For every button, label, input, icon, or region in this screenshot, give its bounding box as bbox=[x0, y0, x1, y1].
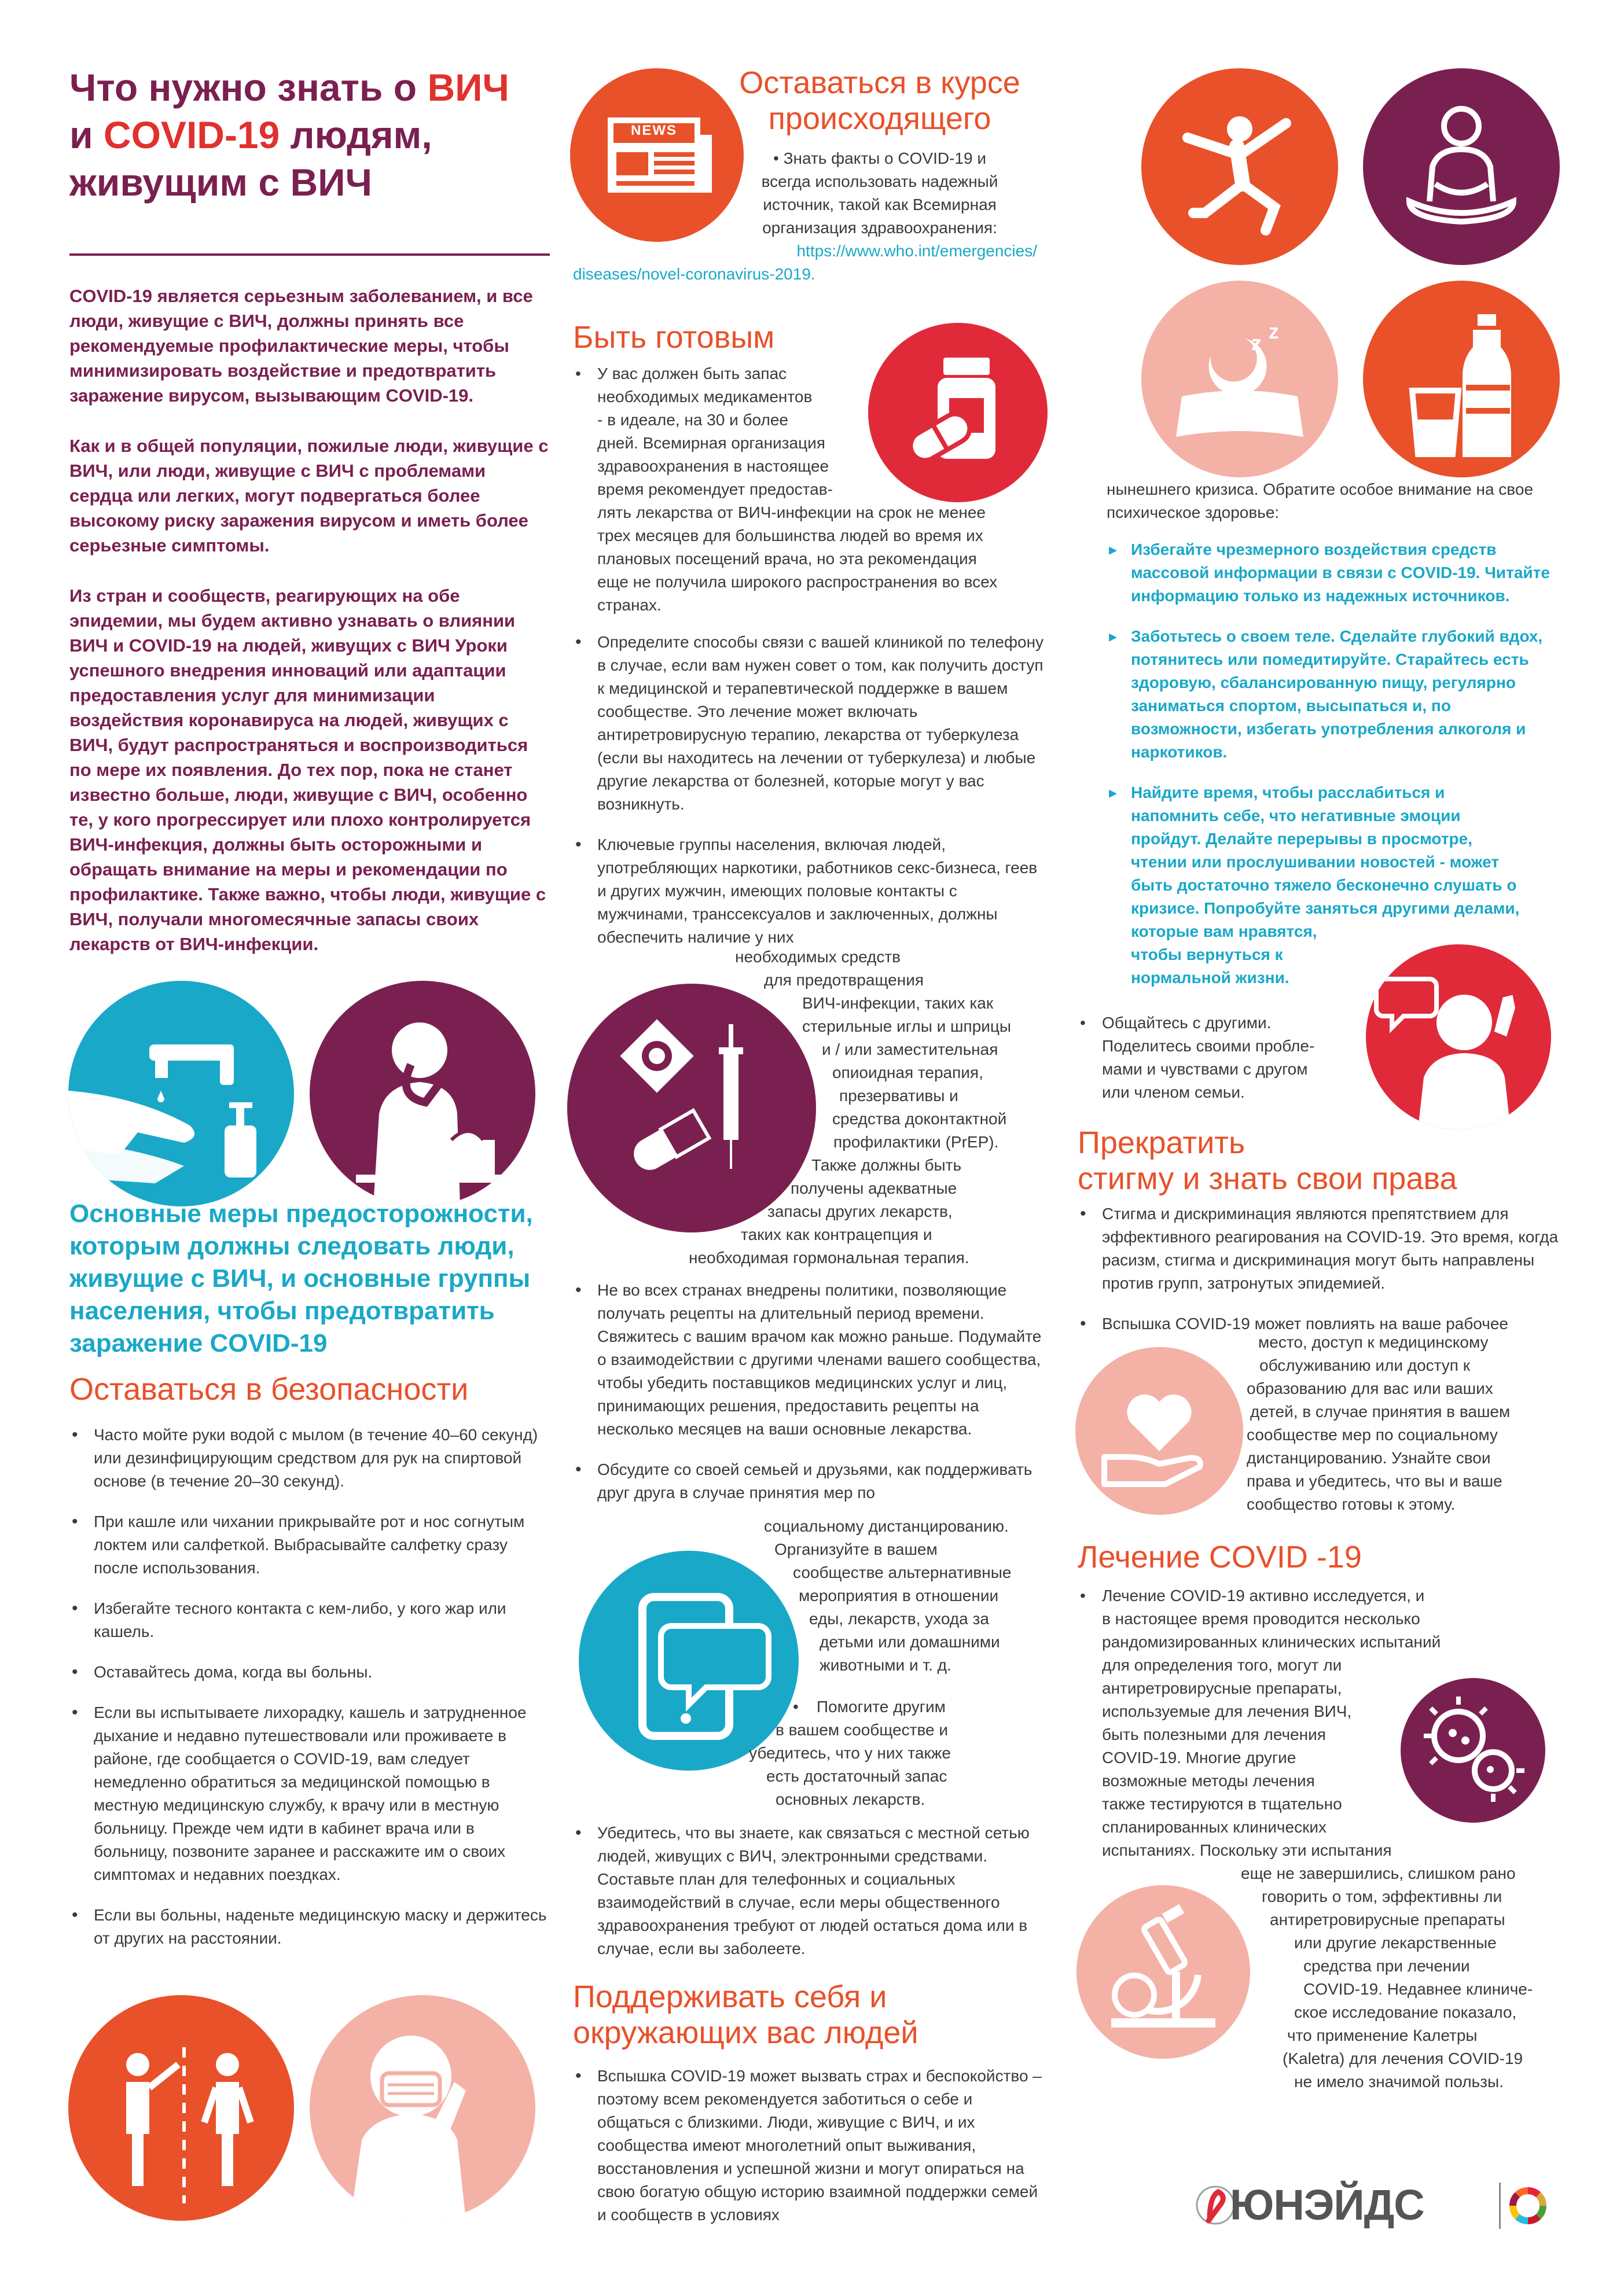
microscope-icon bbox=[1076, 1885, 1250, 2059]
stay-informed-text: • Знать факты о COVID-19 и всегда использовать надежный источник, такой как Всемирная организация здравоохранения: bbox=[761, 149, 998, 237]
be-ready-item-1: • У вас должен быть запас необходимых медикаментов - в идеале, на 30 и более дней. Всемирная организация здравоохранения в настоящее время рекомендует предостав- bbox=[575, 365, 833, 498]
social-distancing-icon bbox=[68, 1995, 294, 2221]
intro-paragraph: COVID-19 является серьезным заболеванием, и все люди, живущие с ВИЧ, должны принять все рекомендуемые профилактические меры, чтобы минимизировать воздействие и предотвратить заражение вирусом, вызывающим COVID-19. bbox=[69, 286, 533, 406]
stay-safe-section bbox=[69, 1371, 550, 1967]
list-item: • Оставайтесь дома, когда вы больны. bbox=[69, 1661, 550, 1684]
support-list bbox=[573, 2065, 1048, 2244]
who-link[interactable]: https://www.who.int/emergencies/ bbox=[796, 242, 1037, 260]
tip-item: ▸ Найдите время, чтобы расслабиться и напомнить себе, что негативные эмоции пройдут. Делайте перерывы в просмотре, чтении или прослушивании новостей - может быть достаточно тяжело бесконечно слушать о кризисе. Попробуйте заняться другими делами, которые вам нравятся, чтобы вернуться к нормальной жизни. bbox=[1107, 781, 1558, 989]
stay-safe-heading: Оставаться в безопасности bbox=[69, 1372, 469, 1407]
intro-paragraph: Из стран и сообществ, реагирующих на обе эпидемии, мы будем активно узнавать о влиянии ВИЧ и COVID-19 на людей, живущих с ВИЧ Уроки успешного внедрения инноваций или адаптации предоставления услуг для минимизации воздействия коронавируса на людей, живущих с ВИЧ, будут распространяться и воспроизводиться по мере их появления. До тех пор, пока не станет известно больше, люди, живущие с ВИЧ, особенно те, у кого прогрессирует или плохо контролируется ВИЧ-инфекция, должны быть осторожными и обращать внимание на меры и рекомендации по профилактике. Также важно, чтобы люди, живущие с ВИЧ, получали многомесячные запасы своих лекарств от ВИЧ-инфекции. bbox=[69, 586, 546, 954]
mental-health-tips bbox=[1107, 538, 1558, 989]
stigma-heading: Прекратить стигму и знать свои права bbox=[1078, 1125, 1457, 1196]
treatment-item-1-cont: еще не завершились, слишком рано говорить о том, эффективны ли антиретровирусные препараты или другие лекарственные средства при лечении COVID-19. Недавнее клиниче- ское исследование показало, что применение Калетры (Kaletra) для лечения COVID-19 не имело значимой пользы. bbox=[1241, 1864, 1533, 2091]
list-item: • Обсудите со своей семьей и друзьями, как поддерживать друг друга в случае принятия мер по bbox=[573, 1458, 1048, 1504]
treatment-heading: Лечение COVID -19 bbox=[1078, 1540, 1362, 1574]
precautions-heading: Основные меры предосторожности, которым должны следовать люди, живущие с ВИЧ, и основные группы населения, чтобы предотвратить заражение COVID-19 bbox=[69, 1199, 533, 1357]
support-heading: Поддерживать себя и окружающих вас людей bbox=[573, 1979, 918, 2050]
be-ready-list bbox=[573, 631, 1048, 949]
list-item: • Вспышка COVID-19 может вызвать страх и беспокойство – поэтому всем рекомендуется заботиться о себе и общаться с близкими. Люди, живущие с ВИЧ, и их сообщества имеют многолетний опыт выживания, восстановления и успешной жизни и могут опираться на свою богатую общую историю взаимной поддержки семей и сообществ в условиях bbox=[573, 2065, 1048, 2227]
unaids-wordmark: ЮНЭЙДС bbox=[1230, 2181, 1424, 2229]
stay-informed-heading: Оставаться в курсе происходящего bbox=[739, 65, 1020, 136]
stigma-list bbox=[1078, 1202, 1564, 1335]
be-ready-list-3 bbox=[573, 1822, 1048, 1978]
handwashing-icon bbox=[68, 981, 294, 1206]
title-divider bbox=[69, 253, 550, 256]
water-icon bbox=[1363, 281, 1560, 477]
list-item: • Избегайте тесного контакта с кем-либо, у кого жар или кашель. bbox=[69, 1597, 550, 1643]
be-ready-item-3-cont: необходимых средств для предотвращения ВИЧ-инфекции, таких как стерильные иглы и шприцы и / или заместительная опиоидная терапия, презервативы и средства доконтактной профилактики (PrEP). Также должны быть получены адекватные запасы других лекарств, таких как контрацепция и необходимая гормональная терапия. bbox=[689, 948, 1012, 1267]
list-item: • При кашле или чихании прикрывайте рот и нос согнутым локтем или салфеткой. Выбрасывайте салфетку сразу после использования. bbox=[69, 1510, 550, 1580]
treatment-item-1: • Лечение COVID-19 активно исследуется, и в настоящее время проводится несколько рандомизированных клинических испытаний для определения того, могут ли антиретровирусные препараты, используемые для лечения ВИЧ, быть полезными для лечения COVID-19. Многие другие возможные методы лечения также тестируются в тщательно спланированных клинических испытаниях. Поскольку эти испытания bbox=[1080, 1587, 1441, 1859]
list-item: • Стигма и дискриминация являются препятствием для эффективного реагирования на COVID-19. Это время, когда расизм, стигма и дискриминация могут быть направлены против групп, затронутых эпидемией. bbox=[1078, 1202, 1564, 1295]
calling-person-icon bbox=[1366, 944, 1551, 1129]
virus-icon bbox=[1401, 1678, 1545, 1823]
page-title: Что нужно знать о ВИЧ и COVID-19 людям, живущим с ВИЧ bbox=[69, 66, 509, 204]
list-item: • Если вы больны, наденьте медицинскую маску и держитесь от других на расстоянии. bbox=[69, 1904, 550, 1950]
support-continued: нынешнего кризиса. Обратите особое внимание на свое психическое здоровье: bbox=[1107, 480, 1534, 521]
meditation-icon bbox=[1363, 68, 1560, 265]
tip-item: ▸ Избегайте чрезмерного воздействия средств массовой информации в связи с COVID-19. Читайте информацию только из надежных источников. bbox=[1107, 538, 1558, 608]
list-item: • Определите способы связи с вашей клиникой по телефону в случае, если вам нужен совет о том, как получить доступ к медицинской и терапевтической поддержке в вашем сообществе. Это лечение может включать антиретровирусную терапию, лекарства от туберкулеза (если вы находитесь на лечении от туберкулеза) и любые другие лекарства от болезней, которые могут у вас возникнуть. bbox=[573, 631, 1048, 816]
who-link-cont[interactable]: diseases/novel-coronavirus-2019. bbox=[573, 265, 815, 283]
be-ready-list-2 bbox=[573, 1279, 1048, 1504]
svg-text:z: z bbox=[1269, 319, 1279, 343]
stay-informed-section bbox=[718, 65, 1042, 137]
be-ready-item-5-cont: социальному дистанцированию. Организуйте в вашем сообществе альтернативные мероприятия в отношении еды, лекарств, ухода за детьми или домашними животными и т. д. bbox=[764, 1517, 1012, 1674]
tip-item: ▸ Заботьтесь о своем теле. Сделайте глубокий вдох, потянитесь или помедитируйте. Старайтесь есть здоровую, сбалансированную пищу, регулярно заниматься спортом, высыпаться и, по возможности, избегать употребления алкоголя и наркотиков. bbox=[1107, 625, 1558, 764]
sleep-icon bbox=[1141, 281, 1338, 477]
svg-text:z: z bbox=[1251, 331, 1262, 355]
be-ready-item-1-cont: лять лекарства от ВИЧ-инфекции на срок не менее трех месяцев для большинства людей во время их плановых посещений врача, но эта рекомендация еще не получила широкого распространения во всех странах. bbox=[597, 503, 998, 614]
list-item: • Вспышка COVID-19 может повлиять на ваше рабочее bbox=[1078, 1312, 1564, 1335]
logo-divider bbox=[1499, 2183, 1501, 2229]
list-item: • Не во всех странах внедрены политики, позволяющие получать рецепты на длительный период времени. Свяжитесь с вашим врачом как можно раньше. Подумайте о взаимодействии с другими членами вашего сообщества, чтобы убедить поставщиков медицинских услуг и лиц, принимающих решения, предоставить рецепты на несколько месяцев на ваши основные лекарства. bbox=[573, 1279, 1048, 1441]
news-label: NEWS bbox=[631, 123, 677, 138]
list-item: • Ключевые группы населения, включая людей, употребляющих наркотики, работников секс-бизнеса, геев и других мужчин, имеющих половые контакты с мужчинами, транссексуалов и заключенных, должны обеспечить наличие у них bbox=[573, 833, 1048, 949]
connect-with-others: • Общайтесь с другими. Поделитесь своими пробле- мами и чувствами с другом или членом семьи. bbox=[1080, 1014, 1315, 1101]
stigma-item-2-cont: место, доступ к медицинскому обслуживанию или доступ к образованию для вас или ваших детей, в случае принятия в вашем сообществе мер по социальному дистанцированию. Узнайте свои права и убедитесь, что вы и ваше сообщество готовы к этому. bbox=[1247, 1333, 1511, 1513]
heart-in-hand-icon bbox=[1075, 1347, 1243, 1515]
be-ready-heading: Быть готовым bbox=[573, 320, 775, 355]
intro-paragraph: Как и в общей популяции, пожилые люди, живущие с ВИЧ, или люди, живущие с ВИЧ с проблемами сердца или легких, могут подвергаться более высокому риску заражения вирусом и иметь более серьезные симптомы. bbox=[69, 436, 549, 555]
list-item: • Убедитесь, что вы знаете, как связаться с местной сетью людей, живущих с ВИЧ, электронными средствами. Составьте план для телефонных и социальных взаимодействий в случае, если меры общественного здравоохранения требуют от людей остаться дома или в случае, если вы заболеете. bbox=[573, 1822, 1048, 1960]
stay-safe-list bbox=[69, 1423, 550, 1950]
sdg-wheel-icon bbox=[1509, 2187, 1546, 2224]
face-mask-icon bbox=[310, 1995, 535, 2221]
sneezing-into-tissue-icon bbox=[310, 981, 535, 1206]
exercise-icon bbox=[1141, 68, 1338, 265]
medication-icon bbox=[868, 323, 1048, 502]
list-item: • Часто мойте руки водой с мылом (в течение 40–60 секунд) или дезинфицирующим средством для рук на спиртовой основе (в течение 20–30 секунд). bbox=[69, 1423, 550, 1493]
list-item: • Если вы испытываете лихорадку, кашель и затрудненное дыхание и недавно путешествовали или проживаете в районе, где сообщается о COVID-19, вам следует немедленно обратиться за медицинской помощью в местную медицинскую службу, к врачу или в местную больницу. Прежде чем идти в кабинет врача или в больницу, позвоните заранее и расскажите им о своих симптомах и недавних поездках. bbox=[69, 1701, 550, 1886]
intro-section bbox=[69, 284, 550, 982]
be-ready-item-5b: • Помогите другим в вашем сообществе и убедитесь, что у них также есть достаточный запас основных лекарств. bbox=[749, 1698, 951, 1808]
